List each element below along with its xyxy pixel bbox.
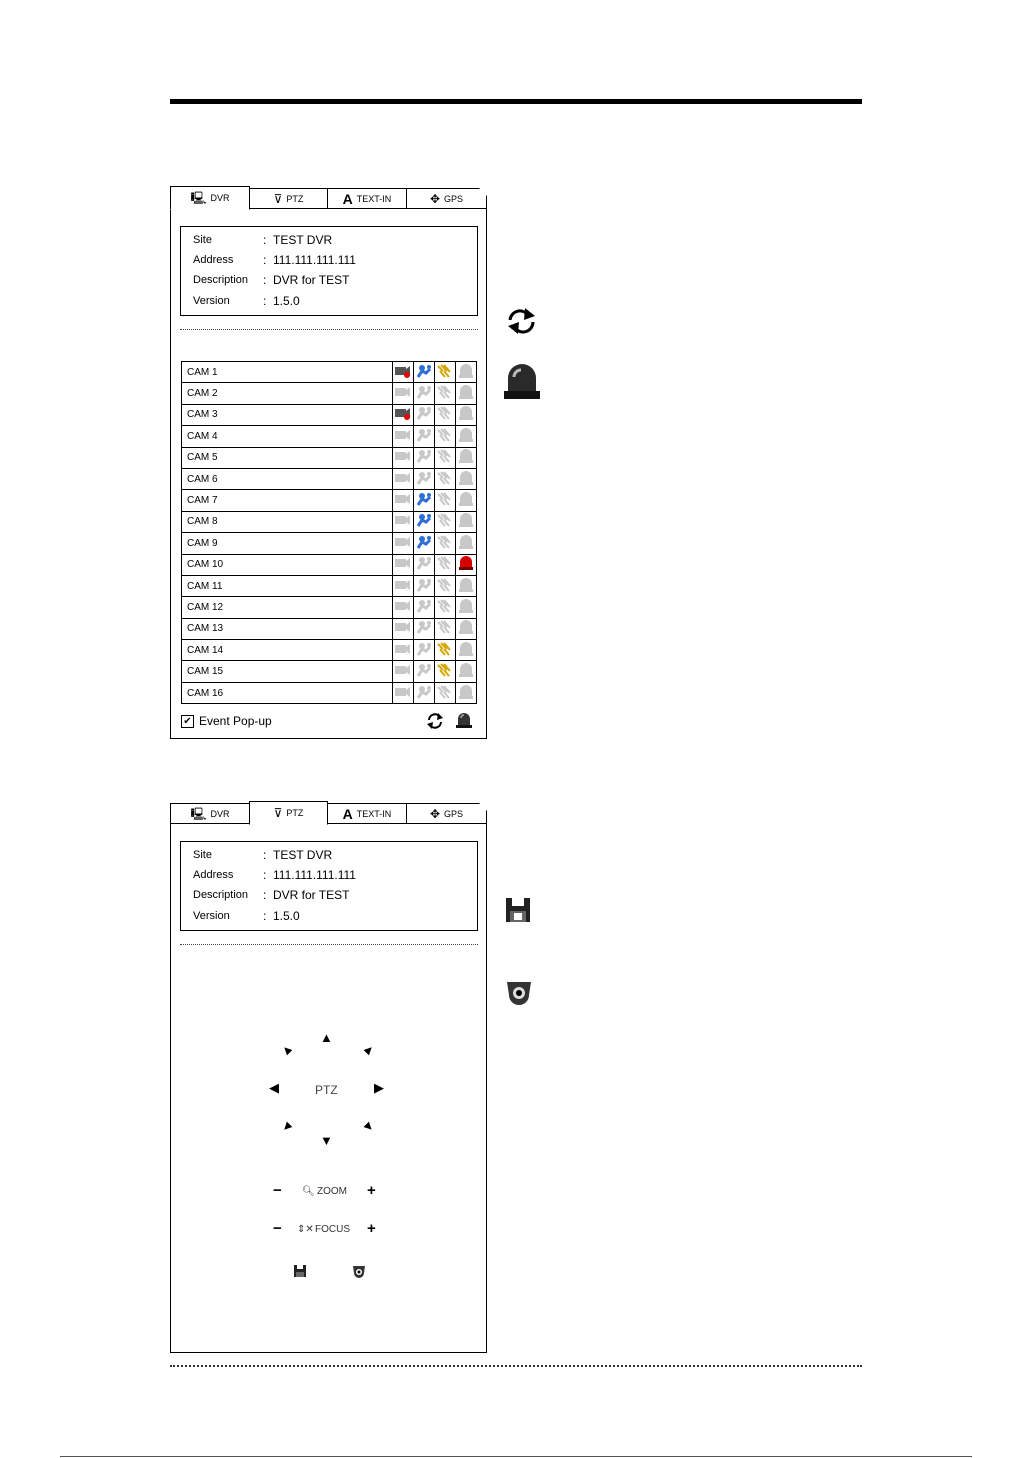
record-status-icon — [394, 405, 412, 421]
monitor-icon: 🖳 — [190, 806, 207, 821]
motion-status-icon-cell — [414, 575, 435, 596]
sensor-status-icon — [436, 662, 454, 678]
alarm-status-icon — [457, 427, 475, 443]
motion-status-icon-cell — [414, 511, 435, 532]
sensor-status-icon-cell — [435, 447, 456, 468]
divider — [180, 329, 478, 330]
move-arrows-icon: ✥ — [429, 806, 441, 821]
table-row[interactable] — [182, 682, 477, 703]
sensor-status-icon — [436, 470, 454, 486]
text-in-icon: A — [342, 190, 353, 207]
sensor-status-icon-cell — [435, 468, 456, 489]
camera-status-table — [181, 361, 477, 704]
record-status-icon-cell — [393, 682, 414, 703]
sensor-status-icon — [436, 448, 454, 464]
footer-rule — [60, 1456, 972, 1457]
section-divider — [170, 1365, 862, 1367]
tab-dvr[interactable]: 🖳 DVR — [170, 186, 250, 210]
camera-name: CAM 2 — [182, 383, 393, 404]
pan-down-left-button[interactable]: ▲ — [276, 1117, 297, 1138]
table-row[interactable] — [182, 533, 477, 554]
focus-icon: ⇕✕ — [297, 1224, 314, 1235]
record-status-icon — [394, 555, 412, 571]
alarm-status-icon — [457, 577, 475, 593]
motion-status-icon — [415, 384, 433, 400]
sensor-status-icon-cell — [435, 490, 456, 511]
motion-status-icon — [415, 598, 433, 614]
header-rule — [170, 99, 862, 104]
table-row[interactable] — [182, 575, 477, 596]
description-label: Description — [193, 274, 249, 286]
description-value: DVR for TEST — [273, 888, 350, 902]
alarm-status-icon-cell — [456, 468, 477, 489]
record-status-icon-cell — [393, 554, 414, 575]
address-value: 111.111.111.111 — [273, 868, 356, 882]
camera-name: CAM 6 — [182, 468, 393, 489]
motion-status-icon-cell — [414, 682, 435, 703]
record-status-icon — [394, 662, 412, 678]
table-row[interactable] — [182, 447, 477, 468]
sensor-status-icon-cell — [435, 383, 456, 404]
alarm-status-icon — [457, 684, 475, 700]
alarm-status-icon — [457, 641, 475, 657]
alarm-status-icon — [457, 491, 475, 507]
tab-ptz[interactable]: ⊽ PTZ — [249, 801, 328, 825]
record-status-icon — [394, 619, 412, 635]
motion-status-icon-cell — [414, 383, 435, 404]
address-label: Address — [193, 254, 234, 266]
camera-name: CAM 14 — [182, 640, 393, 661]
tab-text-in[interactable]: A TEXT-IN — [327, 803, 407, 824]
alarm-siren-icon — [503, 363, 541, 401]
record-status-icon-cell — [393, 640, 414, 661]
sensor-status-icon — [436, 384, 454, 400]
motion-status-icon-cell — [414, 640, 435, 661]
alarm-status-icon-cell — [456, 554, 477, 575]
site-label: Site — [193, 849, 212, 861]
preset-goto-button[interactable] — [351, 1263, 367, 1279]
table-row[interactable] — [182, 383, 477, 404]
alarm-status-icon — [457, 662, 475, 678]
alarm-status-icon — [457, 512, 475, 528]
event-popup-label: Event Pop-up — [199, 714, 272, 728]
alarm-status-icon-cell — [456, 490, 477, 511]
camera-name: CAM 7 — [182, 490, 393, 511]
site-info-box: Site : TEST DVR Address : 111.111.111.111 Description : DVR for TEST Version : 1.5.0 — [180, 226, 478, 316]
version-label: Version — [193, 295, 230, 307]
alarm-status-icon-cell — [456, 640, 477, 661]
alarm-status-icon-cell — [456, 383, 477, 404]
alarm-status-icon — [457, 363, 475, 379]
refresh-button[interactable] — [425, 711, 445, 731]
sensor-status-icon — [436, 512, 454, 528]
table-row[interactable] — [182, 597, 477, 618]
sensor-status-icon-cell — [435, 511, 456, 532]
table-row[interactable] — [182, 490, 477, 511]
alarm-status-icon — [457, 619, 475, 635]
camera-name: CAM 11 — [182, 575, 393, 596]
pan-down-right-button[interactable]: ▲ — [359, 1117, 380, 1138]
record-status-icon — [394, 577, 412, 593]
tab-dvr[interactable]: 🖳 DVR — [170, 803, 250, 824]
pan-up-right-button[interactable]: ▲ — [359, 1039, 380, 1060]
sensor-status-icon — [436, 619, 454, 635]
camera-name: CAM 16 — [182, 682, 393, 703]
camera-name: CAM 15 — [182, 661, 393, 682]
alarm-status-icon — [457, 555, 475, 571]
address-value: 111.111.111.111 — [273, 253, 356, 267]
record-status-icon — [394, 598, 412, 614]
table-row[interactable] — [182, 511, 477, 532]
alarm-status-icon-cell — [456, 511, 477, 532]
sensor-status-icon-cell — [435, 362, 456, 383]
text-in-icon: A — [342, 805, 353, 822]
record-status-icon — [394, 512, 412, 528]
table-row[interactable] — [182, 362, 477, 383]
pan-up-button[interactable]: ▲ — [320, 1030, 333, 1045]
tab-bar — [170, 186, 487, 209]
ptz-center-label: PTZ — [315, 1083, 338, 1097]
site-value: TEST DVR — [273, 233, 333, 247]
description-label: Description — [193, 889, 249, 901]
alarm-status-icon — [457, 448, 475, 464]
sensor-status-icon-cell — [435, 618, 456, 639]
sensor-status-icon — [436, 555, 454, 571]
sensor-status-icon-cell — [435, 575, 456, 596]
version-value: 1.5.0 — [273, 909, 300, 923]
camera-name: CAM 13 — [182, 618, 393, 639]
site-label: Site — [193, 234, 212, 246]
alarm-status-icon-cell — [456, 447, 477, 468]
table-row[interactable] — [182, 468, 477, 489]
alarm-status-icon — [457, 470, 475, 486]
motion-status-icon-cell — [414, 468, 435, 489]
tab-gps[interactable]: ✥ GPS — [406, 803, 487, 824]
record-status-icon — [394, 641, 412, 657]
record-status-icon-cell — [393, 597, 414, 618]
ptz-camera-icon: ⊽ — [273, 191, 283, 206]
record-status-icon-cell — [393, 618, 414, 639]
record-status-icon-cell — [393, 426, 414, 447]
record-status-icon-cell — [393, 468, 414, 489]
sensor-status-icon-cell — [435, 682, 456, 703]
move-arrows-icon: ✥ — [429, 191, 441, 206]
motion-status-icon-cell — [414, 490, 435, 511]
alarm-reset-button[interactable] — [455, 711, 473, 729]
version-value: 1.5.0 — [273, 294, 300, 308]
tab-ptz[interactable]: ⊽ PTZ — [249, 188, 328, 209]
record-status-icon-cell — [393, 661, 414, 682]
sensor-status-icon-cell — [435, 554, 456, 575]
alarm-status-icon-cell — [456, 426, 477, 447]
camera-name: CAM 4 — [182, 426, 393, 447]
motion-status-icon — [415, 491, 433, 507]
preset-save-button[interactable] — [293, 1264, 307, 1278]
sensor-status-icon — [436, 491, 454, 507]
focus-label: FOCUS — [315, 1224, 350, 1235]
site-info-box: Site : TEST DVR Address : 111.111.111.111 Description : DVR for TEST Version : 1.5.0 — [180, 841, 478, 931]
alarm-status-icon — [457, 534, 475, 550]
divider — [180, 944, 478, 945]
record-status-icon — [394, 384, 412, 400]
record-status-icon — [394, 448, 412, 464]
zoom-out-button[interactable]: − — [273, 1182, 282, 1199]
motion-status-icon-cell — [414, 362, 435, 383]
sensor-status-icon — [436, 405, 454, 421]
camera-name: CAM 10 — [182, 554, 393, 575]
motion-status-icon-cell — [414, 618, 435, 639]
dvr-panel — [170, 186, 487, 739]
motion-status-icon — [415, 662, 433, 678]
sensor-status-icon-cell — [435, 597, 456, 618]
sensor-status-icon — [436, 641, 454, 657]
record-status-icon — [394, 427, 412, 443]
ptz-panel — [170, 801, 487, 1353]
motion-status-icon — [415, 427, 433, 443]
ptz-camera-icon: ⊽ — [273, 806, 283, 820]
pan-right-button[interactable]: ▶ — [374, 1080, 384, 1095]
table-row[interactable] — [182, 661, 477, 682]
focus-far-button[interactable]: + — [367, 1220, 376, 1237]
description-value: DVR for TEST — [273, 273, 350, 287]
refresh-icon — [504, 307, 540, 335]
pan-up-left-button[interactable]: ▲ — [276, 1039, 297, 1060]
tab-bar — [170, 801, 487, 824]
sensor-status-icon-cell — [435, 661, 456, 682]
alarm-status-icon-cell — [456, 404, 477, 425]
motion-status-icon-cell — [414, 447, 435, 468]
event-popup-checkbox[interactable]: ✔ — [181, 715, 194, 728]
sensor-status-icon — [436, 598, 454, 614]
camera-name: CAM 8 — [182, 511, 393, 532]
record-status-icon — [394, 470, 412, 486]
address-label: Address — [193, 869, 234, 881]
record-status-icon — [394, 534, 412, 550]
record-status-icon-cell — [393, 404, 414, 425]
alarm-status-icon — [457, 384, 475, 400]
table-row[interactable] — [182, 554, 477, 575]
motion-status-icon — [415, 619, 433, 635]
pan-left-button[interactable]: ◀ — [269, 1080, 279, 1095]
alarm-status-icon — [457, 598, 475, 614]
sensor-status-icon-cell — [435, 426, 456, 447]
motion-status-icon — [415, 641, 433, 657]
focus-near-button[interactable]: − — [273, 1220, 282, 1237]
zoom-label: ZOOM — [317, 1186, 347, 1197]
camera-name: CAM 3 — [182, 404, 393, 425]
motion-status-icon-cell — [414, 426, 435, 447]
tab-text-in[interactable]: A TEXT-IN — [327, 188, 407, 209]
sensor-status-icon-cell — [435, 404, 456, 425]
table-row[interactable] — [182, 426, 477, 447]
site-value: TEST DVR — [273, 848, 333, 862]
table-row[interactable] — [182, 618, 477, 639]
alarm-status-icon-cell — [456, 618, 477, 639]
record-status-icon-cell — [393, 511, 414, 532]
camera-name: CAM 12 — [182, 597, 393, 618]
table-row[interactable] — [182, 640, 477, 661]
sensor-status-icon-cell — [435, 640, 456, 661]
ptz-dome-camera-icon — [504, 977, 534, 1007]
motion-status-icon — [415, 448, 433, 464]
record-status-icon-cell — [393, 575, 414, 596]
alarm-status-icon-cell — [456, 533, 477, 554]
save-disk-icon — [505, 897, 531, 923]
alarm-status-icon-cell — [456, 575, 477, 596]
sensor-status-icon — [436, 427, 454, 443]
motion-status-icon-cell — [414, 554, 435, 575]
sensor-status-icon — [436, 577, 454, 593]
motion-status-icon — [415, 405, 433, 421]
record-status-icon-cell — [393, 383, 414, 404]
version-label: Version — [193, 910, 230, 922]
motion-status-icon — [415, 577, 433, 593]
dvr-panel-body — [170, 208, 487, 739]
sensor-status-icon — [436, 363, 454, 379]
monitor-icon: 🖳 — [190, 191, 207, 205]
camera-name: CAM 1 — [182, 362, 393, 383]
alarm-status-icon-cell — [456, 682, 477, 703]
motion-status-icon — [415, 470, 433, 486]
motion-status-icon — [415, 555, 433, 571]
record-status-icon-cell — [393, 490, 414, 511]
record-status-icon-cell — [393, 447, 414, 468]
alarm-status-icon-cell — [456, 597, 477, 618]
sensor-status-icon — [436, 534, 454, 550]
motion-status-icon-cell — [414, 661, 435, 682]
magnifier-icon: 🔍︎ — [302, 1186, 315, 1197]
motion-status-icon-cell — [414, 597, 435, 618]
record-status-icon — [394, 684, 412, 700]
ptz-panel-body — [170, 823, 487, 1353]
tab-gps[interactable]: ✥ GPS — [406, 188, 487, 209]
motion-status-icon-cell — [414, 533, 435, 554]
record-status-icon-cell — [393, 533, 414, 554]
motion-status-icon — [415, 363, 433, 379]
record-status-icon — [394, 363, 412, 379]
motion-status-icon — [415, 684, 433, 700]
alarm-status-icon-cell — [456, 661, 477, 682]
zoom-in-button[interactable]: + — [367, 1182, 376, 1199]
pan-down-button[interactable]: ▼ — [320, 1133, 333, 1148]
motion-status-icon — [415, 512, 433, 528]
camera-name: CAM 9 — [182, 533, 393, 554]
sensor-status-icon-cell — [435, 533, 456, 554]
table-row[interactable] — [182, 404, 477, 425]
motion-status-icon-cell — [414, 404, 435, 425]
alarm-status-icon-cell — [456, 362, 477, 383]
motion-status-icon — [415, 534, 433, 550]
record-status-icon — [394, 491, 412, 507]
camera-name: CAM 5 — [182, 447, 393, 468]
record-status-icon-cell — [393, 362, 414, 383]
sensor-status-icon — [436, 684, 454, 700]
alarm-status-icon — [457, 405, 475, 421]
